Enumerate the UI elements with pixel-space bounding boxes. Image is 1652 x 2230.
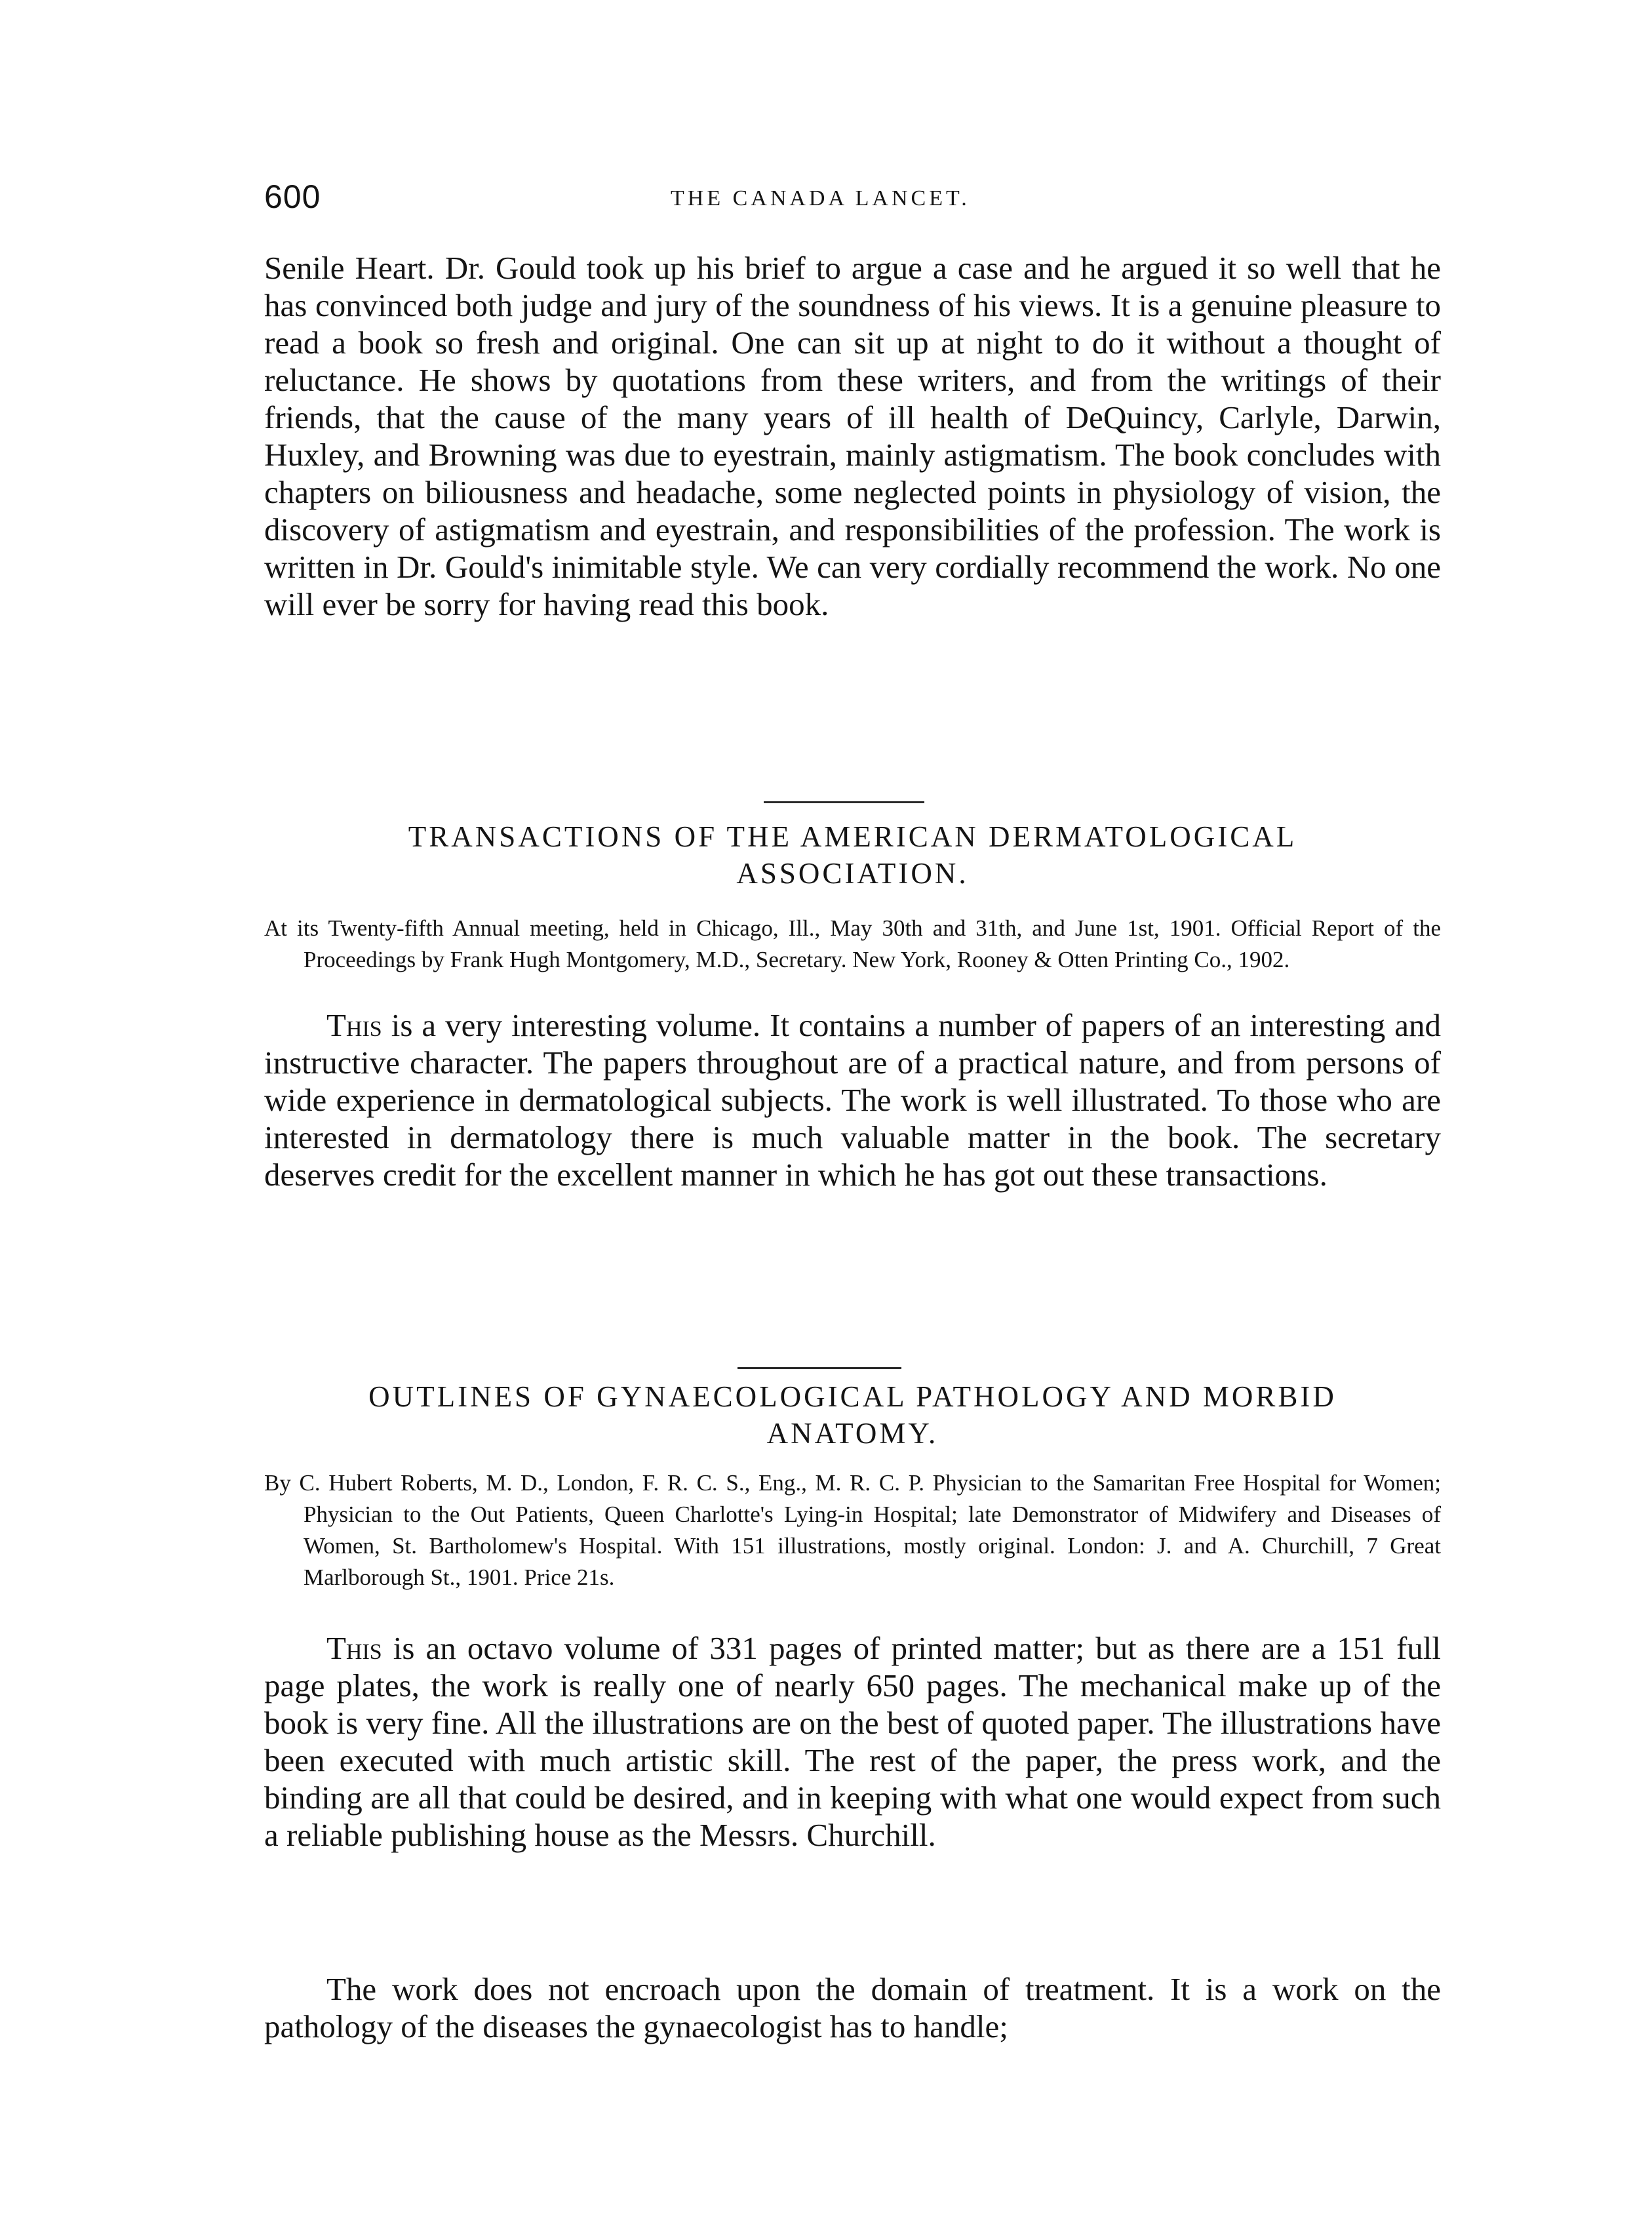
section-divider [738,1367,901,1369]
review-text: is an octavo volume of 331 pages of printed matter; but as there are a 151 full page plates, the work is really one of nearly 650 pages. The mechanical make up of the book is very fine. All the illustrations are on the best of quoted paper. The illustrations have been executed with much artistic skill. The rest of the paper, the press work, and the binding are all that could be desired, and in keeping with what one would expect from such a reliable publishing house as the Messrs. Churchill. [264,1630,1441,1853]
citation-dermatological: At its Twenty-fifth Annual meeting, held in Chicago, Ill., May 30th and 31th, and June 1st, 1901. Official Report of the Proceedings by Frank Hugh Montgomery, M.D., Secretary. New York, Rooney & Otten Printing Co., 1902. [264,915,1441,972]
section-heading-dermatological [264,818,1441,892]
section-heading-gynaecological [264,1378,1441,1452]
section-divider [764,801,924,803]
page-header [264,177,1441,223]
heading-line: ASSOCIATION. [736,857,969,890]
heading-line: TRANSACTIONS OF THE AMERICAN DERMATOLOGICAL [408,820,1297,853]
review-lead-word: This [326,1630,382,1666]
review-lead-word: This [326,1007,382,1043]
review-paragraph-gynaecological-continued: The work does not encroach upon the domain of treatment. It is a work on the pathology of the diseases the gynaecologist has to handle; [264,1971,1441,2044]
continuation-paragraph: Senile Heart. Dr. Gould took up his brief to argue a case and he argued it so well that he has convinced both judge and jury of the soundness of his views. It is a genuine pleasure to read a book so fresh and original. One can sit up at night to do it without a thought of reluctance. He shows by quotations from these writers, and from the writings of their friends, that the cause of the many years of ill health of DeQuincy, Carlyle, Darwin, Huxley, and Browning was due to eyestrain, mainly astigmatism. The book concludes with chapters on biliousness and headache, some neglected points in physiology of vision, the discovery of astigmatism and eyestrain, and responsibilities of the profession. The work is written in Dr. Gould's inimitable style. We can very cordially recommend the work. No one will ever be sorry for having read this book. [264,250,1441,622]
citation-gynaecological: By C. Hubert Roberts, M. D., London, F. R. C. S., Eng., M. R. C. P. Physician to the Samaritan Free Hospital for Women; Physician to the Out Patients, Queen Charlotte's Lying-in Hospital; late Demonstrator of Midwifery and Diseases of Women, St. Bartholomew's Hospital. With 151 illustrations, mostly original. London: J. and A. Churchill, 7 Great Marlborough St., 1901. Price 21s. [264,1470,1441,1590]
page-number: 600 [264,178,321,215]
review-paragraph-gynaecological [264,1629,1441,1854]
running-title: THE CANADA LANCET. [671,186,970,210]
review-text: is a very interesting volume. It contains a number of papers of an interesting and instructive character. The papers throughout are of a practical nature, and from persons of wide experience in dermatological subjects. The work is well illustrated. To those who are interested in dermatology there is much valuable matter in the book. The secretary deserves credit for the excellent manner in which he has got out these transactions. [264,1007,1441,1193]
heading-line: ANATOMY. [766,1417,939,1450]
review-paragraph-dermatological [264,1006,1441,1193]
heading-line: OUTLINES OF GYNAECOLOGICAL PATHOLOGY AND MORBID [368,1380,1337,1413]
